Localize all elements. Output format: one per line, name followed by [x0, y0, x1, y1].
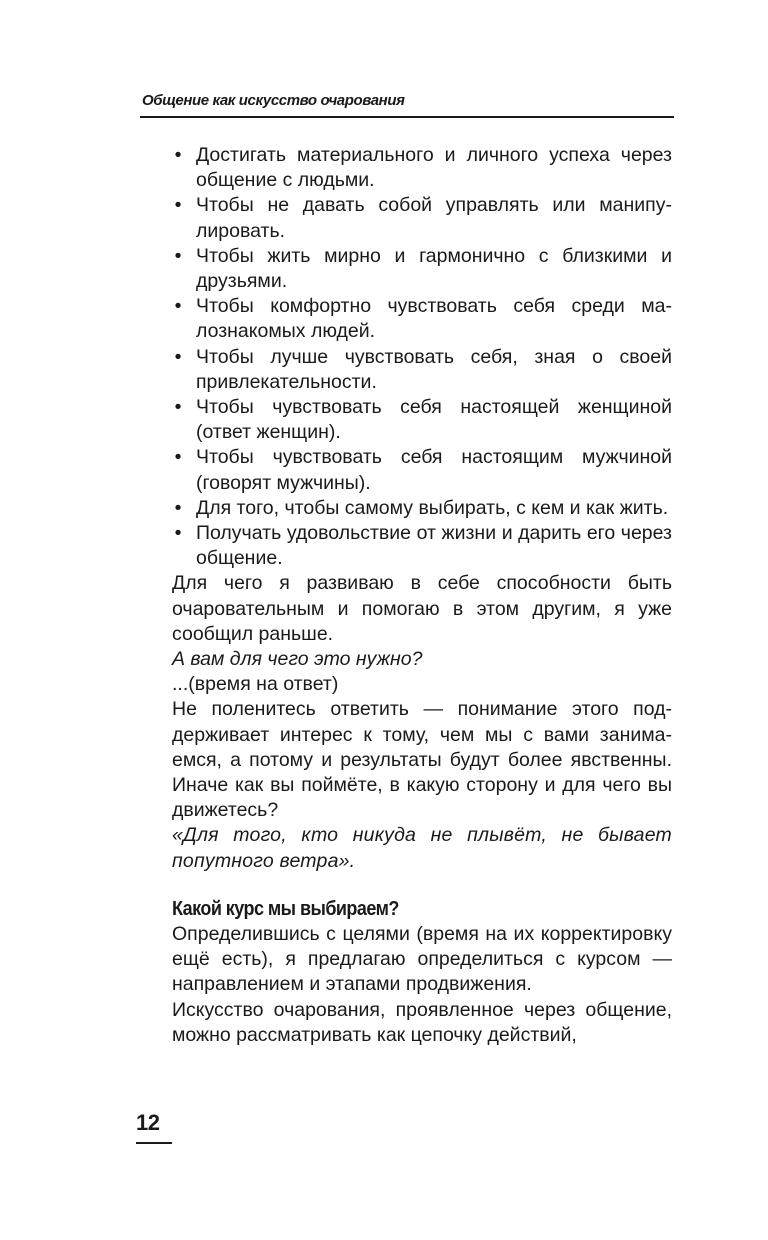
list-item: [172, 244, 672, 294]
goals-list: [172, 143, 672, 571]
question-paragraph: А вам для чего это нужно?: [172, 648, 423, 671]
list-item: [172, 143, 672, 193]
list-item-text: Для того, чтобы самому выбирать, с кем и как жить.: [196, 496, 669, 519]
list-item-text: Чтобы не давать собой управлять или манипулировать.: [196, 194, 672, 242]
list-item-text: Чтобы чувствовать себя настоящей женщиной (ответ женщин).: [196, 396, 672, 444]
bullet-icon: •: [174, 496, 182, 519]
list-item: [172, 193, 672, 243]
list-item-text: Чтобы комфортно чувствовать себя среди малознакомых людей.: [196, 295, 672, 343]
page-number: 12: [136, 1110, 172, 1144]
bullet-icon: •: [174, 345, 182, 368]
list-item-text: Получать удовольствие от жизни и дарить его через общение.: [196, 522, 672, 570]
quote-paragraph: «Для того, кто никуда не плывёт, не бывает попутного ветра».: [172, 824, 672, 872]
paragraph: Для чего я развиваю в себе способности быть очаровательным и помогаю в этом другим, я уже сообщил раньше.: [172, 572, 672, 645]
paragraph: Не поленитесь ответить — понимание этого поддерживает интерес к тому, чем мы с вами занимаемся, а потому и результаты будут более явственны. Иначе как вы поймёте, в какую сторону и для чего вы движетесь?: [172, 698, 672, 822]
running-header: [140, 92, 674, 118]
paragraph: Определившись с целями (время на их корректировку ещё есть), я предлагаю определиться с курсом — направлением и этапами продвижения.: [172, 922, 672, 996]
page-body: [172, 143, 672, 1048]
list-item-text: Чтобы чувствовать себя настоящим мужчиной (говорят мужчины).: [196, 446, 672, 494]
bullet-icon: •: [174, 194, 182, 217]
list-item: [172, 345, 672, 395]
list-item: [172, 395, 672, 445]
list-item: [172, 294, 672, 344]
bullet-icon: •: [174, 144, 182, 166]
bullet-icon: •: [174, 295, 182, 318]
list-item: [172, 521, 672, 571]
list-item: [172, 496, 672, 521]
bullet-icon: •: [174, 244, 182, 267]
bullet-icon: •: [174, 396, 182, 419]
running-title: Общение как искусство очарования: [142, 92, 405, 109]
bullet-icon: •: [174, 446, 182, 469]
paragraph: Искусство очарования, проявленное через общение, можно рассматривать как цепочку действий,: [172, 998, 672, 1046]
list-item-text: Чтобы лучше чувствовать себя, зная о своей привлекательности.: [196, 345, 672, 393]
list-item-text: Достигать материального и личного успеха через общение с людьми.: [196, 144, 672, 192]
list-item: [172, 445, 672, 495]
section-heading: Какой курс мы выбираем?: [172, 897, 399, 920]
bullet-icon: •: [174, 522, 182, 545]
list-item-text: Чтобы жить мирно и гармонично с близкими и друзьями.: [196, 244, 672, 293]
answer-time-note: ...(время на ответ): [172, 673, 339, 696]
